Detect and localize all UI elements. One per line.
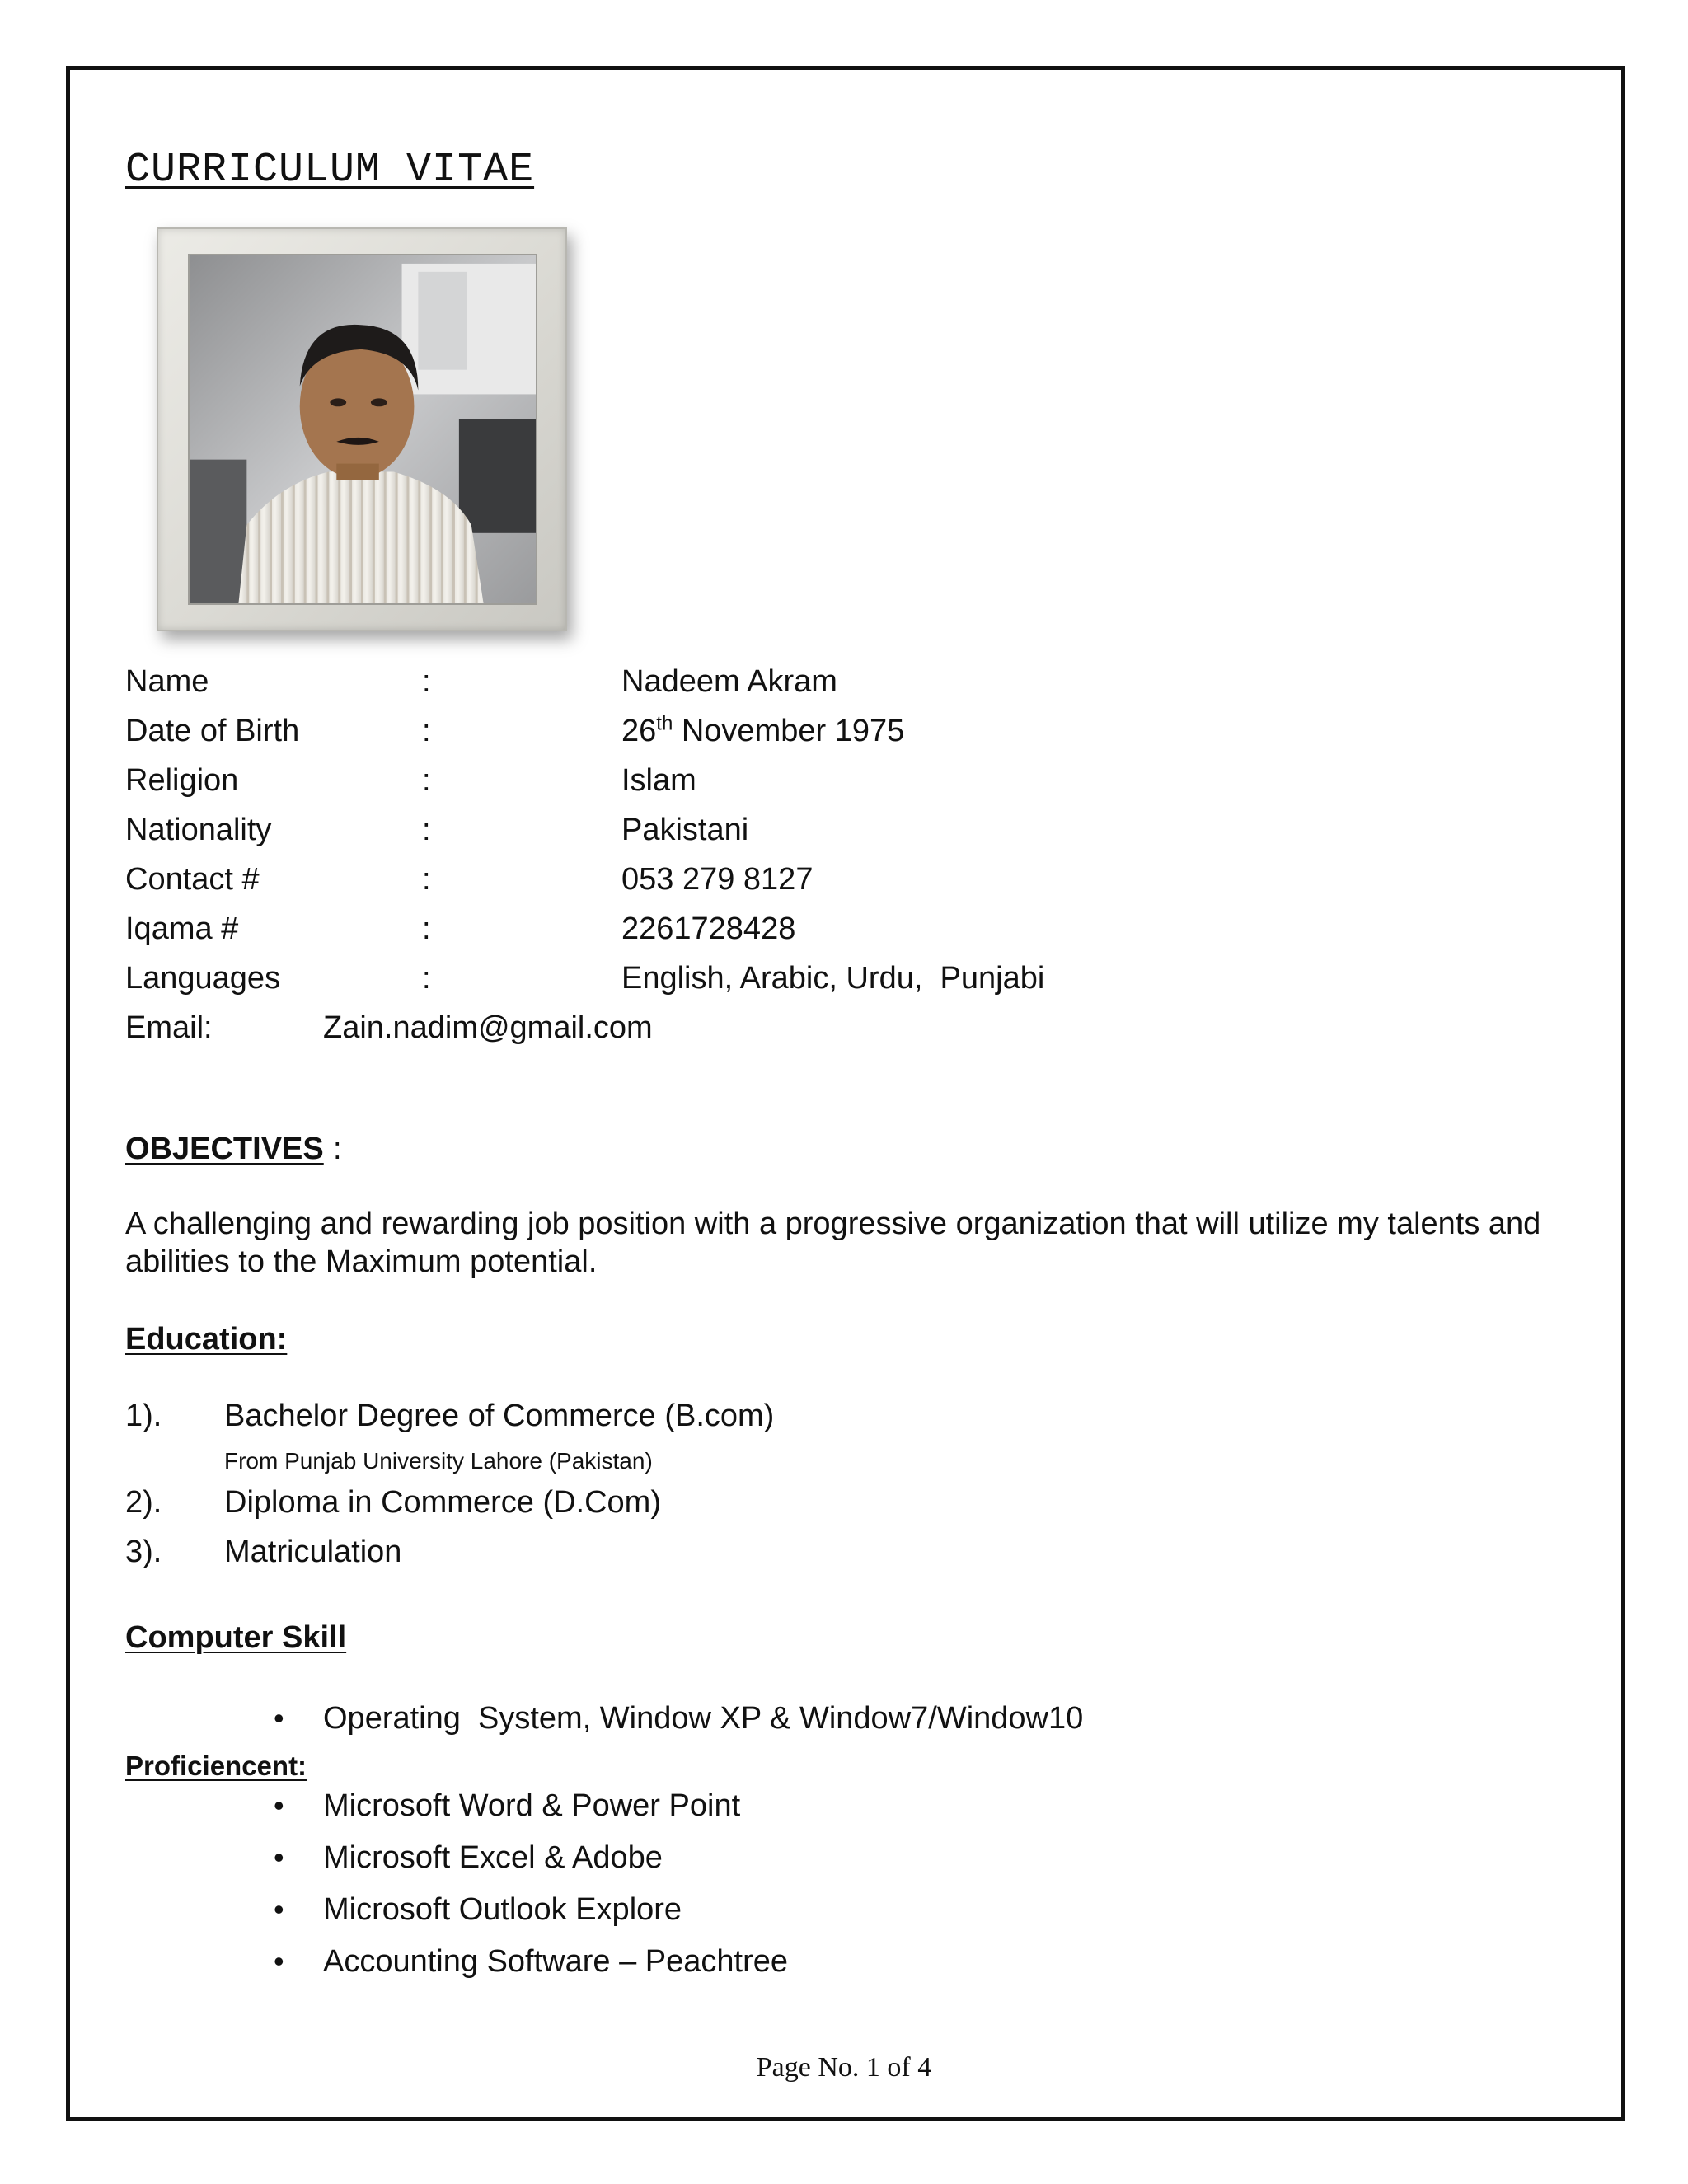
contact-colon: :	[422, 862, 431, 897]
dob-label: Date of Birth	[125, 714, 300, 748]
education-item-1: Bachelor Degree of Commerce (B.com)	[224, 1399, 775, 1433]
bullet-icon: •	[274, 1944, 284, 1978]
languages-value: English, Arabic, Urdu, Punjabi	[621, 961, 1045, 996]
portrait-photo	[188, 254, 537, 605]
bullet-icon: •	[274, 1840, 284, 1874]
skill-item-1: Operating System, Window XP & Window7/Window10	[323, 1701, 1084, 1736]
religion-colon: :	[422, 763, 431, 798]
education-item-1-number: 1).	[125, 1399, 162, 1433]
dob-suffix: th	[656, 712, 673, 735]
bullet-icon: •	[274, 1701, 284, 1735]
dob-colon: :	[422, 714, 431, 748]
dob-rest: November 1975	[673, 714, 905, 748]
education-item-3-number: 3).	[125, 1535, 162, 1569]
bullet-icon: •	[274, 1788, 284, 1822]
languages-label: Languages	[125, 961, 281, 996]
email-label: Email:	[125, 1010, 213, 1045]
photo-frame	[157, 227, 567, 631]
proficient-item-3: Microsoft Outlook Explore	[323, 1892, 682, 1927]
education-item-2-number: 2).	[125, 1485, 162, 1520]
education-item-3: Matriculation	[224, 1535, 402, 1569]
religion-value: Islam	[621, 763, 696, 798]
proficient-heading: Proficiencent:	[125, 1750, 307, 1781]
iqama-value: 2261728428	[621, 912, 796, 946]
education-item-1-sub: From Punjab University Lahore (Pakistan)	[224, 1448, 653, 1474]
objectives-heading-colon: :	[333, 1132, 342, 1166]
name-label: Name	[125, 664, 209, 699]
page-number: Page No. 1 of 4	[756, 2052, 932, 2083]
religion-label: Religion	[125, 763, 239, 798]
education-heading: Education:	[125, 1322, 288, 1357]
contact-value: 053 279 8127	[621, 862, 814, 897]
objectives-text: A challenging and rewarding job position with a progressive organization that will utilize my talents and abilities to the Maximum potential.	[125, 1207, 1541, 1279]
nationality-label: Nationality	[125, 813, 272, 847]
nationality-value: Pakistani	[621, 813, 749, 847]
name-value: Nadeem Akram	[621, 664, 837, 699]
proficient-item-2: Microsoft Excel & Adobe	[323, 1840, 663, 1875]
education-item-2: Diploma in Commerce (D.Com)	[224, 1485, 661, 1520]
objectives-heading: OBJECTIVES	[125, 1132, 324, 1166]
contact-label: Contact #	[125, 862, 260, 897]
bullet-icon: •	[274, 1892, 284, 1926]
email-value: Zain.nadim@gmail.com	[323, 1010, 653, 1045]
nationality-colon: :	[422, 813, 431, 847]
iqama-colon: :	[422, 912, 431, 946]
dob-day: 26	[621, 714, 657, 748]
languages-colon: :	[422, 961, 431, 996]
document-title: CURRICULUM VITAE	[125, 147, 535, 194]
proficient-item-4: Accounting Software – Peachtree	[323, 1944, 789, 1979]
computer-skill-heading: Computer Skill	[125, 1620, 347, 1655]
name-colon: :	[422, 664, 431, 699]
dob-value	[621, 712, 905, 748]
proficient-item-1: Microsoft Word & Power Point	[323, 1788, 741, 1823]
iqama-label: Iqama #	[125, 912, 239, 946]
